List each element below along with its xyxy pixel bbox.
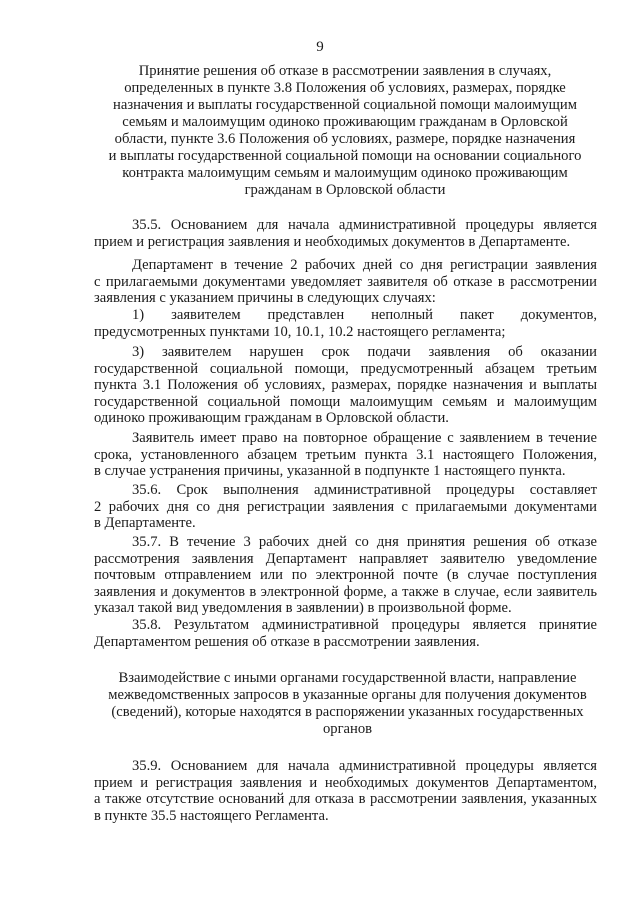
section-heading-interaction <box>95 670 600 738</box>
paragraph-line: Департамент в течение 2 рабочих дней со дня регистрации заявления <box>132 257 597 273</box>
paragraph-department-notice <box>94 257 597 307</box>
paragraph-repeat-application <box>94 430 597 480</box>
paragraph-line: 3) заявителем нарушен срок подачи заявления об оказании <box>132 344 597 360</box>
paragraph-line: 35.6. Срок выполнения административной процедуры составляет <box>132 482 597 498</box>
section-heading-refusal <box>90 63 600 199</box>
paragraph-line: заявления с указанием причины в следующих случаях: <box>94 290 436 306</box>
paragraph-line: в Департаменте. <box>94 515 196 531</box>
list-item-3 <box>94 344 597 427</box>
heading-line: межведомственных запросов в указанные органы для получения документов <box>108 687 587 703</box>
paragraph-line: почтовым отправлением или по электронной почте (в случае поступления <box>94 567 597 583</box>
paragraph-35-8 <box>94 617 597 650</box>
paragraph-line: 1) заявителем представлен неполный пакет документов, <box>132 307 597 323</box>
paragraph-35-5 <box>94 217 597 250</box>
paragraph-line: заявления и документов в электронной форме, а также в случае, если заявитель <box>94 583 597 600</box>
paragraph-line: в случае устранения причины, указанной в подпункте 1 настоящего пункта. <box>94 463 566 479</box>
heading-line: назначения и выплаты государственной социальной помощи малоимущим <box>113 97 577 113</box>
paragraph-line: государственной социальной помощи, предусмотренный абзацем третьим <box>94 360 597 377</box>
paragraph-line: 35.9. Основанием для начала административной процедуры является <box>132 758 597 774</box>
heading-line: семьям и малоимущим одиноко проживающим гражданам в Орловской <box>122 114 568 130</box>
paragraph-line: а также отсутствие оснований для отказа в рассмотрении заявления, указанных <box>94 791 597 807</box>
heading-line: органов <box>322 721 373 737</box>
paragraph-line: государственной социальной помощи малоимущим семьям и малоимущим <box>94 393 597 410</box>
paragraph-line: Департаментом решения об отказе в рассмотрении заявления. <box>94 633 480 650</box>
list-item-1 <box>94 307 597 340</box>
paragraph-line: 2 рабочих дня со дня регистрации заявления с прилагаемыми документами <box>94 498 597 515</box>
heading-line: Взаимодействие с иными органами государственной власти, направление <box>118 670 577 686</box>
heading-line: контракта малоимущим семьям и малоимущим одиноко проживающим <box>122 165 568 181</box>
paragraph-line: 35.8. Результатом административной процедуры является принятие <box>132 617 597 633</box>
paragraph-line: срока, установленного абзацем третьим пункта 3.1 настоящего Положения, <box>94 446 597 463</box>
heading-line: гражданам в Орловской области <box>244 182 446 198</box>
heading-line: Принятие решения об отказе в рассмотрении заявления в случаях, <box>138 63 552 79</box>
paragraph-line: 35.5. Основанием для начала административной процедуры является <box>132 217 597 233</box>
paragraph-35-7 <box>94 534 597 617</box>
paragraph-35-9 <box>94 758 597 824</box>
heading-line: определенных в пункте 3.8 Положения об условиях, размерах, порядке <box>124 80 566 96</box>
page-number: 9 <box>316 39 324 55</box>
paragraph-line: предусмотренных пунктами 10, 10.1, 10.2 настоящего регламента; <box>94 323 506 340</box>
paragraph-line: указал такой вид уведомления в заявлении) в произвольной форме. <box>94 600 512 616</box>
paragraph-line: с прилагаемыми документами уведомляет заявителя об отказе в рассмотрении <box>94 273 597 290</box>
paragraph-35-6 <box>94 482 597 532</box>
paragraph-line: прием и регистрация заявления и необходимых документов в Департаменте. <box>94 233 571 250</box>
heading-line: области, пункте 3.6 Положения об условиях, размере, порядке назначения <box>114 131 576 147</box>
paragraph-line: Заявитель имеет право на повторное обращение с заявлением в течение <box>132 430 597 446</box>
heading-line: и выплаты государственной социальной помощи на основании социального <box>108 148 582 164</box>
paragraph-line: прием и регистрация заявления и необходимых документов Департаментом, <box>94 774 597 791</box>
paragraph-line: одиноко проживающим гражданам в Орловской области. <box>94 410 449 426</box>
paragraph-line: пункта 3.1 Положения об условиях, размерах, порядке назначения и выплаты <box>94 377 597 393</box>
paragraph-line: 35.7. В течение 3 рабочих дней со дня принятия решения об отказе <box>132 534 597 550</box>
paragraph-line: в пункте 35.5 настоящего Регламента. <box>94 807 329 824</box>
paragraph-line: рассмотрения заявления Департамент направляет заявителю уведомление <box>94 550 597 567</box>
heading-line: (сведений), которые находятся в распоряжении указанных государственных <box>111 704 584 720</box>
